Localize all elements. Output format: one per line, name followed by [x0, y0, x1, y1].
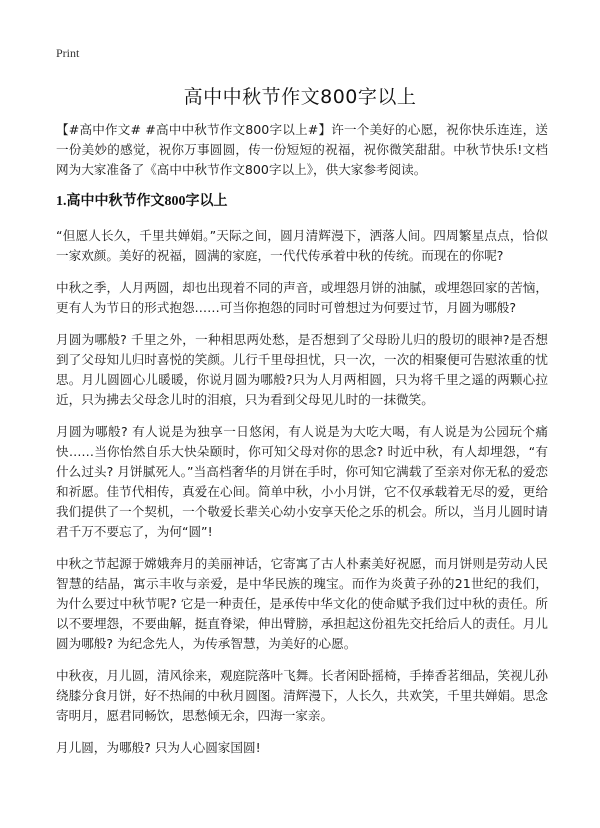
- paragraph-2: 中秋之季，人月两圆，却也出现着不同的声音，或埋怨月饼的油腻，或埋怨回家的苦恼，更有人为节日的形式抱怨……可当你抱怨的同时可曾想过为何要过节，月圆为哪般?: [56, 280, 548, 315]
- document-body: [56, 120, 548, 770]
- paragraph-3: 月圆为哪般? 千里之外，一种相思两处愁，是否想到了父母盼儿归的殷切的眼神?是否想到了父母知儿归时喜悦的笑颜。儿行千里母担忧，只一次，一次的相聚便可告慰浓重的忧思。月儿圆圆心儿暖暖，你说月圆为哪般?只为人月两相圆，只为将千里之遥的两颗心拉近，只为拂去父母念儿时的泪痕，只为看到父母见儿时的一抹微笑。: [56, 332, 548, 407]
- paragraph-7: 月儿圆，为哪般? 只为人心圆家国圆!: [56, 740, 261, 755]
- document-title: 高中中秋节作文800字以上: [183, 86, 417, 108]
- paragraph-5: 中秋之节起源于嫦娥奔月的美丽神话，它寄寓了古人朴素美好祝愿，而月饼则是劳动人民智慧的结晶，寓示丰收与亲爱，是中华民族的瑰宝。而作为炎黄子孙的21世纪的我们，为什么要过中秋节呢? 它是一种责任，是承传中华文化的使命赋予我们过中秋的责任。所以不要埋怨，不要曲解，挺直脊梁，伸出臂膀，承担起这份祖先交托给后人的责任。月儿圆为哪般? 为纪念先人，为传承智慧，为美好的心愿。: [56, 556, 548, 651]
- paragraph-4: 月圆为哪般? 有人说是为独享一日悠闲，有人说是为大吃大喝，有人说是为公园玩个痛快……当你怡然自乐大快朵颐时，你可知父母对你的思念? 时近中秋，有人却埋怨，“有什么过头? 月饼腻死人。”当高档奢华的月饼在手时，你可知它满载了至亲对你无私的爱恋和祈愿。佳节代相传，真爱在心间。简单中秋，小小月饼，它不仅承载着无尽的爱，更给我们提供了一个契机，一个敬爱长辈关心幼小安享天伦之乐的机会。所以，当月儿圆时请君千万不要忘了，为何“圆”!: [56, 424, 548, 539]
- paragraph-1: “但愿人长久，千里共婵娟。”天际之间，圆月清辉漫下，洒落人间。四周繁星点点，恰似一家欢颜。美好的祝福，圆满的家庭，一代代传承着中秋的传统。而现在的你呢?: [56, 228, 548, 263]
- intro-paragraph: 【#高中作文# #高中中秋节作文800字以上#】许一个美好的心愿，祝你快乐连连，送一份美妙的感觉，祝你万事圆圆，传一份短短的祝福，祝你微笑甜甜。中秋节快乐!文档网为大家准备了《高中中秋节作文800字以上》，供大家参考阅读。: [56, 122, 548, 177]
- section-heading: 1.高中中秋节作文800字以上: [56, 194, 228, 209]
- print-label: Print: [56, 46, 80, 60]
- paragraph-6: 中秋夜，月儿圆，清风徐来，观庭院落叶飞舞。长者闲卧摇椅，手捧香茗细品，笑视儿孙绕膝分食月饼，好不热闹的中秋月圆图。清辉漫下，人长久，共欢笑，千里共婵娟。思念寄明月，愿君同畅饮，思愁倾无余，四海一家亲。: [56, 668, 548, 723]
